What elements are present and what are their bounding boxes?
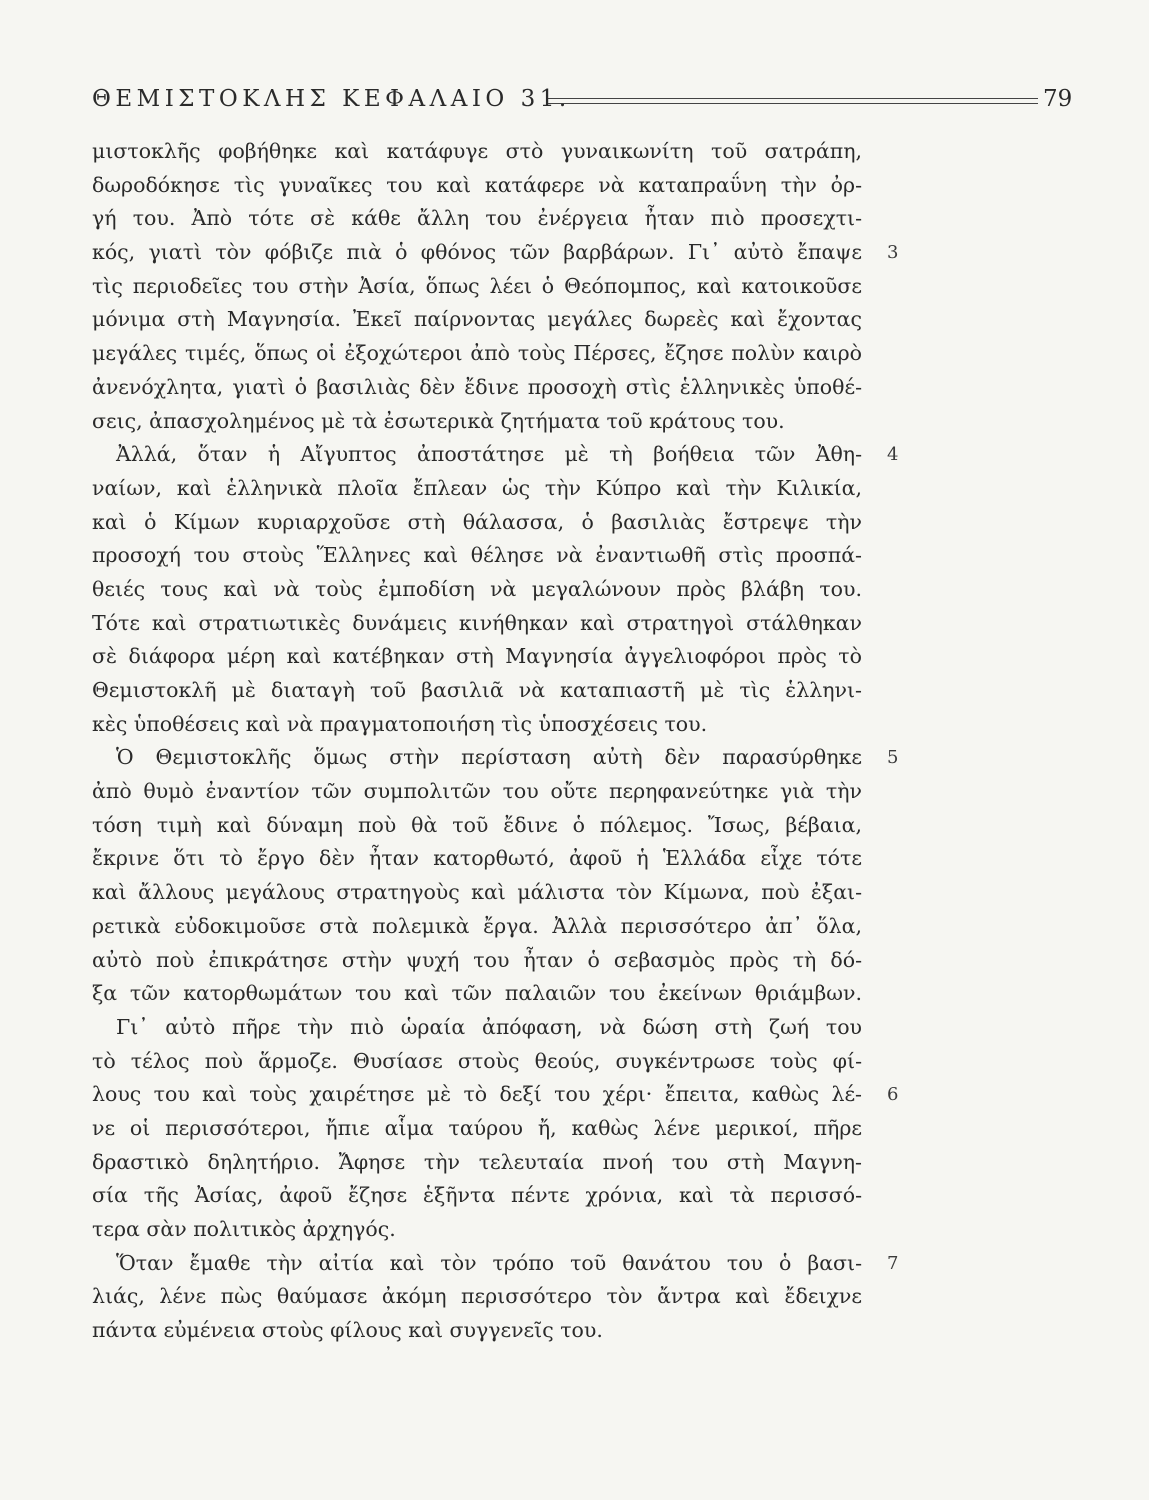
line-text: προσοχή του στοὺς Ἕλληνες καὶ θέλησε νὰ ἐναντιωθῆ στὶς προσπά- <box>92 543 862 568</box>
text-line <box>92 741 899 775</box>
line-text: λιάς, λένε πὼς θαύμασε ἀκόμη περισσότερο τὸν ἄντρα καὶ ἔδειχνε <box>92 1284 862 1309</box>
line-text: καὶ ὁ Κίμων κυριαρχοῦσε στὴ θάλασσα, ὁ βασιλιὰς ἔστρεψε τὴν <box>92 509 862 534</box>
text-line <box>92 1112 862 1146</box>
text-line <box>92 539 862 573</box>
line-text: ἀπὸ θυμὸ ἐναντίον τῶν συμπολιτῶν του οὔτε περηφανεύτηκε γιὰ τὴν <box>92 779 862 804</box>
line-text: Τότε καὶ στρατιωτικὲς δυνάμεις κινήθηκαν καὶ στρατηγοὶ στάλθηκαν <box>92 610 862 635</box>
page-header <box>92 86 1072 116</box>
line-text: τὸ τέλος ποὺ ἅρμοζε. Θυσίασε στοὺς θεούς, συγκέντρωσε τοὺς φί- <box>92 1048 862 1073</box>
line-text: δραστικὸ δηλητήριο. Ἄφησε τὴν τελευταία πνοή του στὴ Μαγνη- <box>92 1149 862 1174</box>
text-line <box>92 1146 862 1180</box>
text-line <box>92 371 862 405</box>
line-text: ναίων, καὶ ἑλληνικὰ πλοῖα ἔπλεαν ὡς τὴν Κύπρο καὶ τὴν Κιλικία, <box>92 475 862 500</box>
text-line <box>92 809 862 843</box>
line-text: σία τῆς Ἀσίας, ἀφοῦ ἔζησε ἑξῆντα πέντε χρόνια, καὶ τὰ περισσό- <box>92 1183 862 1208</box>
page-number: 79 <box>1043 86 1073 112</box>
text-line <box>92 1179 862 1213</box>
line-text: μιστοκλῆς φοβήθηκε καὶ κατάφυγε στὸ γυναικωνίτη τοῦ σατράπη, <box>92 139 862 163</box>
text-line <box>92 910 862 944</box>
line-text: ρετικὰ εὐδοκιμοῦσε στὰ πολεμικὰ ἔργα. Ἀλλὰ περισσότερο ἀπ᾽ ὅλα, <box>92 913 862 938</box>
line-text: Ἀλλά, ὅταν ἡ Αἴγυπτος ἀποστάτησε μὲ τὴ βοήθεια τῶν Ἀθη- <box>116 442 862 467</box>
running-head: ΘΕΜΙΣΤΟΚΛΗΣ ΚΕΦΑΛΑΙΟ 31. <box>92 86 571 112</box>
line-text: κὲς ὑποθέσεις καὶ νὰ πραγματοποιήση τὶς ὑποσχέσεις του. <box>92 711 708 736</box>
text-line <box>92 135 862 169</box>
text-line <box>92 270 862 304</box>
text-line <box>92 674 862 708</box>
margin-section-number: 6 <box>887 1084 899 1106</box>
text-line <box>92 236 899 270</box>
text-line <box>92 944 862 978</box>
line-text: σὲ διάφορα μέρη καὶ κατέβηκαν στὴ Μαγνησία ἀγγελιοφόροι πρὸς τὸ <box>92 644 862 669</box>
header-rule <box>548 98 1038 104</box>
text-line <box>92 1247 899 1281</box>
text-line <box>92 775 862 809</box>
text-line <box>92 202 862 236</box>
text-line <box>92 303 862 337</box>
line-text: νε οἱ περισσότεροι, ἤπιε αἷμα ταύρου ἤ, καθὼς λένε μερικοί, πῆρε <box>92 1115 862 1140</box>
margin-section-number: 3 <box>887 242 899 264</box>
text-line <box>92 472 862 506</box>
text-line <box>92 1213 862 1247</box>
text-line <box>92 607 862 641</box>
text-line <box>92 573 862 607</box>
text-line <box>92 708 862 742</box>
page-body <box>92 135 899 1348</box>
line-text: τερα σὰν πολιτικὸς ἀρχηγός. <box>92 1217 396 1241</box>
text-line <box>92 1045 862 1079</box>
margin-section-number: 7 <box>887 1252 899 1274</box>
text-line <box>92 405 862 439</box>
text-line <box>92 1280 862 1314</box>
line-text: Ὅταν ἔμαθε τὴν αἰτία καὶ τὸν τρόπο τοῦ θανάτου του ὁ βασι- <box>116 1250 862 1275</box>
text-line <box>92 337 862 371</box>
line-text: Γι᾽ αὐτὸ πῆρε τὴν πιὸ ὡραία ἀπόφαση, νὰ δώση στὴ ζωή του <box>116 1014 862 1039</box>
line-text: Θεμιστοκλῆ μὲ διαταγὴ τοῦ βασιλιᾶ νὰ καταπιαστῆ μὲ τὶς ἑλληνι- <box>92 678 862 702</box>
line-text: κός, γιατὶ τὸν φόβιζε πιὰ ὁ φθόνος τῶν βαρβάρων. Γι᾽ αὐτὸ ἔπαψε <box>92 240 862 265</box>
margin-section-number: 4 <box>887 444 899 466</box>
text-line <box>92 842 862 876</box>
text-line <box>92 1078 899 1112</box>
line-text: πάντα εὐμένεια στοὺς φίλους καὶ συγγενεῖς του. <box>92 1318 603 1343</box>
line-text: ἔκρινε ὅτι τὸ ἔργο δὲν ἦταν κατορθωτό, ἀφοῦ ἡ Ἑλλάδα εἶχε τότε <box>92 846 862 871</box>
text-line <box>92 977 862 1011</box>
text-line <box>92 1314 862 1348</box>
line-text: λους του καὶ τοὺς χαιρέτησε μὲ τὸ δεξί του χέρι· ἔπειτα, καθὼς λέ- <box>92 1082 862 1107</box>
line-text: ξα τῶν κατορθωμάτων του καὶ τῶν παλαιῶν του ἐκείνων θριάμβων. <box>92 981 862 1006</box>
text-line <box>92 169 862 203</box>
line-text: Ὁ Θεμιστοκλῆς ὅμως στὴν περίσταση αὐτὴ δὲν παρασύρθηκε <box>116 745 862 770</box>
text-line <box>92 438 899 472</box>
margin-section-number: 5 <box>887 747 899 769</box>
line-text: καὶ ἄλλους μεγάλους στρατηγοὺς καὶ μάλιστα τὸν Κίμωνα, ποὺ ἐξαι- <box>92 880 862 905</box>
line-text: τόση τιμὴ καὶ δύναμη ποὺ θὰ τοῦ ἔδινε ὁ πόλεμος. Ἴσως, βέβαια, <box>92 812 862 837</box>
line-text: μεγάλες τιμές, ὅπως οἱ ἐξοχώτεροι ἀπὸ τοὺς Πέρσες, ἔζησε πολὺν καιρὸ <box>92 341 862 366</box>
text-line <box>92 506 862 540</box>
text-line <box>92 1011 862 1045</box>
line-text: μόνιμα στὴ Μαγνησία. Ἐκεῖ παίρνοντας μεγάλες δωρεὲς καὶ ἔχοντας <box>92 307 862 332</box>
line-text: ἀνενόχλητα, γιατὶ ὁ βασιλιὰς δὲν ἔδινε προσοχὴ στὶς ἑλληνικὲς ὑποθέ- <box>92 374 862 399</box>
line-text: δωροδόκησε τὶς γυναῖκες του καὶ κατάφερε νὰ καταπραΰνη τὴν ὀρ- <box>92 172 862 197</box>
line-text: αὐτὸ ποὺ ἐπικράτησε στὴν ψυχή του ἦταν ὁ σεβασμὸς πρὸς τὴ δό- <box>92 947 862 972</box>
line-text: γή του. Ἀπὸ τότε σὲ κάθε ἄλλη του ἐνέργεια ἦταν πιὸ προσεχτι- <box>92 206 862 231</box>
line-text: σεις, ἀπασχολημένος μὲ τὰ ἐσωτερικὰ ζητήματα τοῦ κράτους του. <box>92 408 785 433</box>
text-line <box>92 876 862 910</box>
text-line <box>92 640 862 674</box>
line-text: θειές τους καὶ νὰ τοὺς ἐμποδίση νὰ μεγαλώνουν πρὸς βλάβη του. <box>92 576 862 601</box>
line-text: τὶς περιοδεῖες του στὴν Ἀσία, ὅπως λέει ὁ Θεόπομπος, καὶ κατοικοῦσε <box>92 273 862 298</box>
